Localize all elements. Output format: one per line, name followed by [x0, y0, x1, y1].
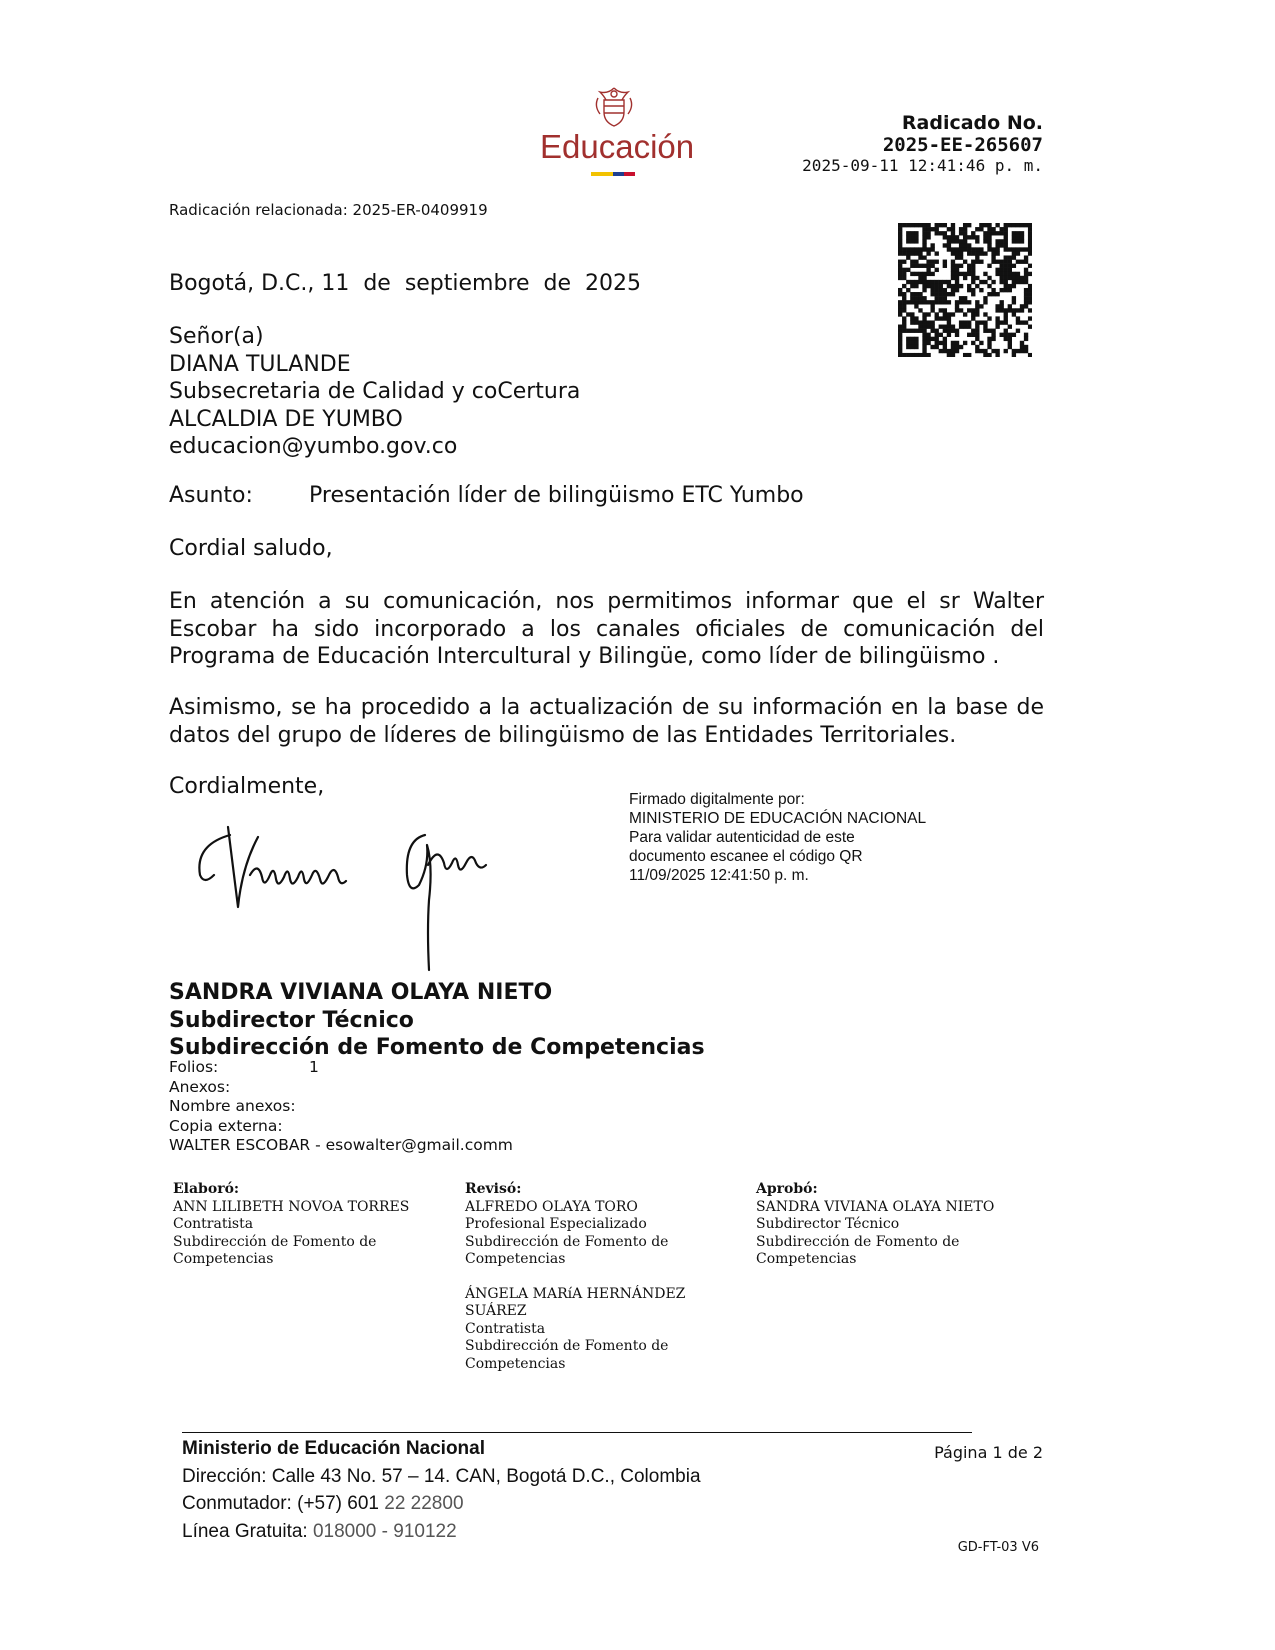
aprobo-dept-2: Competencias	[756, 1251, 857, 1267]
folios-label: Folios:	[169, 1058, 219, 1076]
signer-block	[169, 979, 705, 1062]
digital-signature-line-5: 11/09/2025 12:41:50 p. m.	[629, 867, 809, 884]
closing: Cordialmente,	[169, 774, 325, 799]
reviso-label: Revisó:	[465, 1181, 522, 1197]
elaboro-label: Elaboró:	[173, 1181, 240, 1197]
reviso-name: ALFREDO OLAYA TORO	[465, 1198, 638, 1215]
digital-signature-line-4: documento escanee el código QR	[629, 848, 863, 865]
digital-signature-line-3: Para validar autenticidad de este	[629, 829, 855, 846]
paragraph-1: En atención a su comunicación, nos permitimos informar que el sr Walter Escobar ha sido incorporado a los canales oficiales de comunicación del Programa de Educación Intercultural y Bilingüe, como líder de bilingüismo .	[169, 589, 1044, 669]
signer-office: Subdirección de Fomento de Competencias	[169, 1035, 705, 1060]
footer-phone-value[interactable]: 22 22800	[384, 1493, 464, 1514]
folios-value: 1	[309, 1058, 319, 1076]
digital-signature-line-1: Firmado digitalmente por:	[629, 791, 805, 808]
recipient-block	[169, 323, 580, 461]
recipient-salutation: Señor(a)	[169, 324, 264, 349]
flag-bar	[591, 172, 635, 176]
anexos-label: Anexos:	[169, 1077, 231, 1096]
elaboro-column	[173, 1181, 453, 1269]
aprobo-column	[756, 1181, 1036, 1269]
greeting: Cordial saludo,	[169, 536, 333, 561]
aprobo-label: Aprobó:	[756, 1181, 818, 1197]
reviso-dept-2: Competencias	[465, 1251, 566, 1267]
related-radicado: Radicación relacionada: 2025-ER-0409919	[169, 201, 488, 219]
footer-phone-label: Conmutador: (+57) 601	[182, 1493, 385, 1514]
footer-address: Dirección: Calle 43 No. 57 – 14. CAN, Bogotá D.C., Colombia	[182, 1465, 701, 1487]
copia-externa-label: Copia externa:	[169, 1116, 283, 1135]
recipient-email[interactable]: educacion@yumbo.gov.co	[169, 434, 458, 459]
signer-name: SANDRA VIVIANA OLAYA NIETO	[169, 980, 553, 1005]
digital-signature-line-2: MINISTERIO DE EDUCACIÓN NACIONAL	[629, 810, 927, 827]
coat-of-arms-icon	[590, 84, 638, 132]
reviso-role: Profesional Especializado	[465, 1216, 647, 1232]
radicado-label: Radicado No.	[901, 112, 1043, 134]
reviso-role-2: Contratista	[465, 1320, 546, 1337]
digital-signature-stamp	[629, 790, 926, 885]
footer-org: Ministerio de Educación Nacional	[182, 1438, 486, 1459]
reviso-dept-1: Subdirección de Fomento de	[465, 1233, 669, 1250]
nombre-anexos-label: Nombre anexos:	[169, 1097, 296, 1115]
place-date: Bogotá, D.C., 11 de septiembre de 2025	[169, 271, 642, 296]
footer-free-label: Línea Gratuita:	[182, 1520, 313, 1542]
document-metadata	[169, 1058, 513, 1156]
elaboro-dept-1: Subdirección de Fomento de	[173, 1233, 377, 1250]
radicado-datetime: 2025-09-11 12:41:46 p. m.	[802, 156, 1043, 175]
paragraph-2: Asimismo, se ha procedido a la actualización de su información en la base de datos del grupo de líderes de bilingüismo de las Entidades Territoriales.	[169, 695, 1044, 748]
recipient-entity: ALCALDIA DE YUMBO	[169, 406, 403, 432]
elaboro-role: Contratista	[173, 1216, 254, 1232]
reviso-name-2: ÁNGELA MARíA HERNÁNDEZ SUÁREZ	[465, 1285, 686, 1319]
form-code: GD-FT-03 V6	[957, 1540, 1039, 1555]
aprobo-role: Subdirector Técnico	[756, 1216, 900, 1232]
reviso-dept-1b: Subdirección de Fomento de	[465, 1338, 669, 1354]
handwritten-signature	[190, 805, 530, 975]
radicado-number: 2025-EE-265607	[882, 134, 1043, 156]
subject-label: Asunto:	[169, 483, 253, 508]
recipient-position: Subsecretaria de Calidad y coCertura	[169, 379, 581, 404]
copia-externa-value: WALTER ESCOBAR - esowalter@gmail.comm	[169, 1136, 513, 1154]
reviso-dept-2b: Competencias	[465, 1355, 566, 1372]
reviso-column	[465, 1181, 745, 1373]
aprobo-dept-1: Subdirección de Fomento de	[756, 1233, 960, 1250]
aprobo-name: SANDRA VIVIANA OLAYA NIETO	[756, 1198, 995, 1215]
footer-free-value[interactable]: 018000 - 910122	[312, 1520, 457, 1542]
qr-code-icon	[898, 223, 1032, 357]
footer-divider	[182, 1432, 972, 1433]
elaboro-name: ANN LILIBETH NOVOA TORRES	[173, 1198, 410, 1215]
elaboro-dept-2: Competencias	[173, 1251, 274, 1267]
signer-title: Subdirector Técnico	[169, 1007, 414, 1033]
subject-text: Presentación líder de bilingüismo ETC Yumbo	[309, 483, 804, 508]
page-number: Página 1 de 2	[934, 1443, 1043, 1462]
logo-text: Educación	[540, 128, 695, 165]
recipient-name: DIANA TULANDE	[169, 351, 351, 377]
footer-block	[182, 1435, 701, 1545]
